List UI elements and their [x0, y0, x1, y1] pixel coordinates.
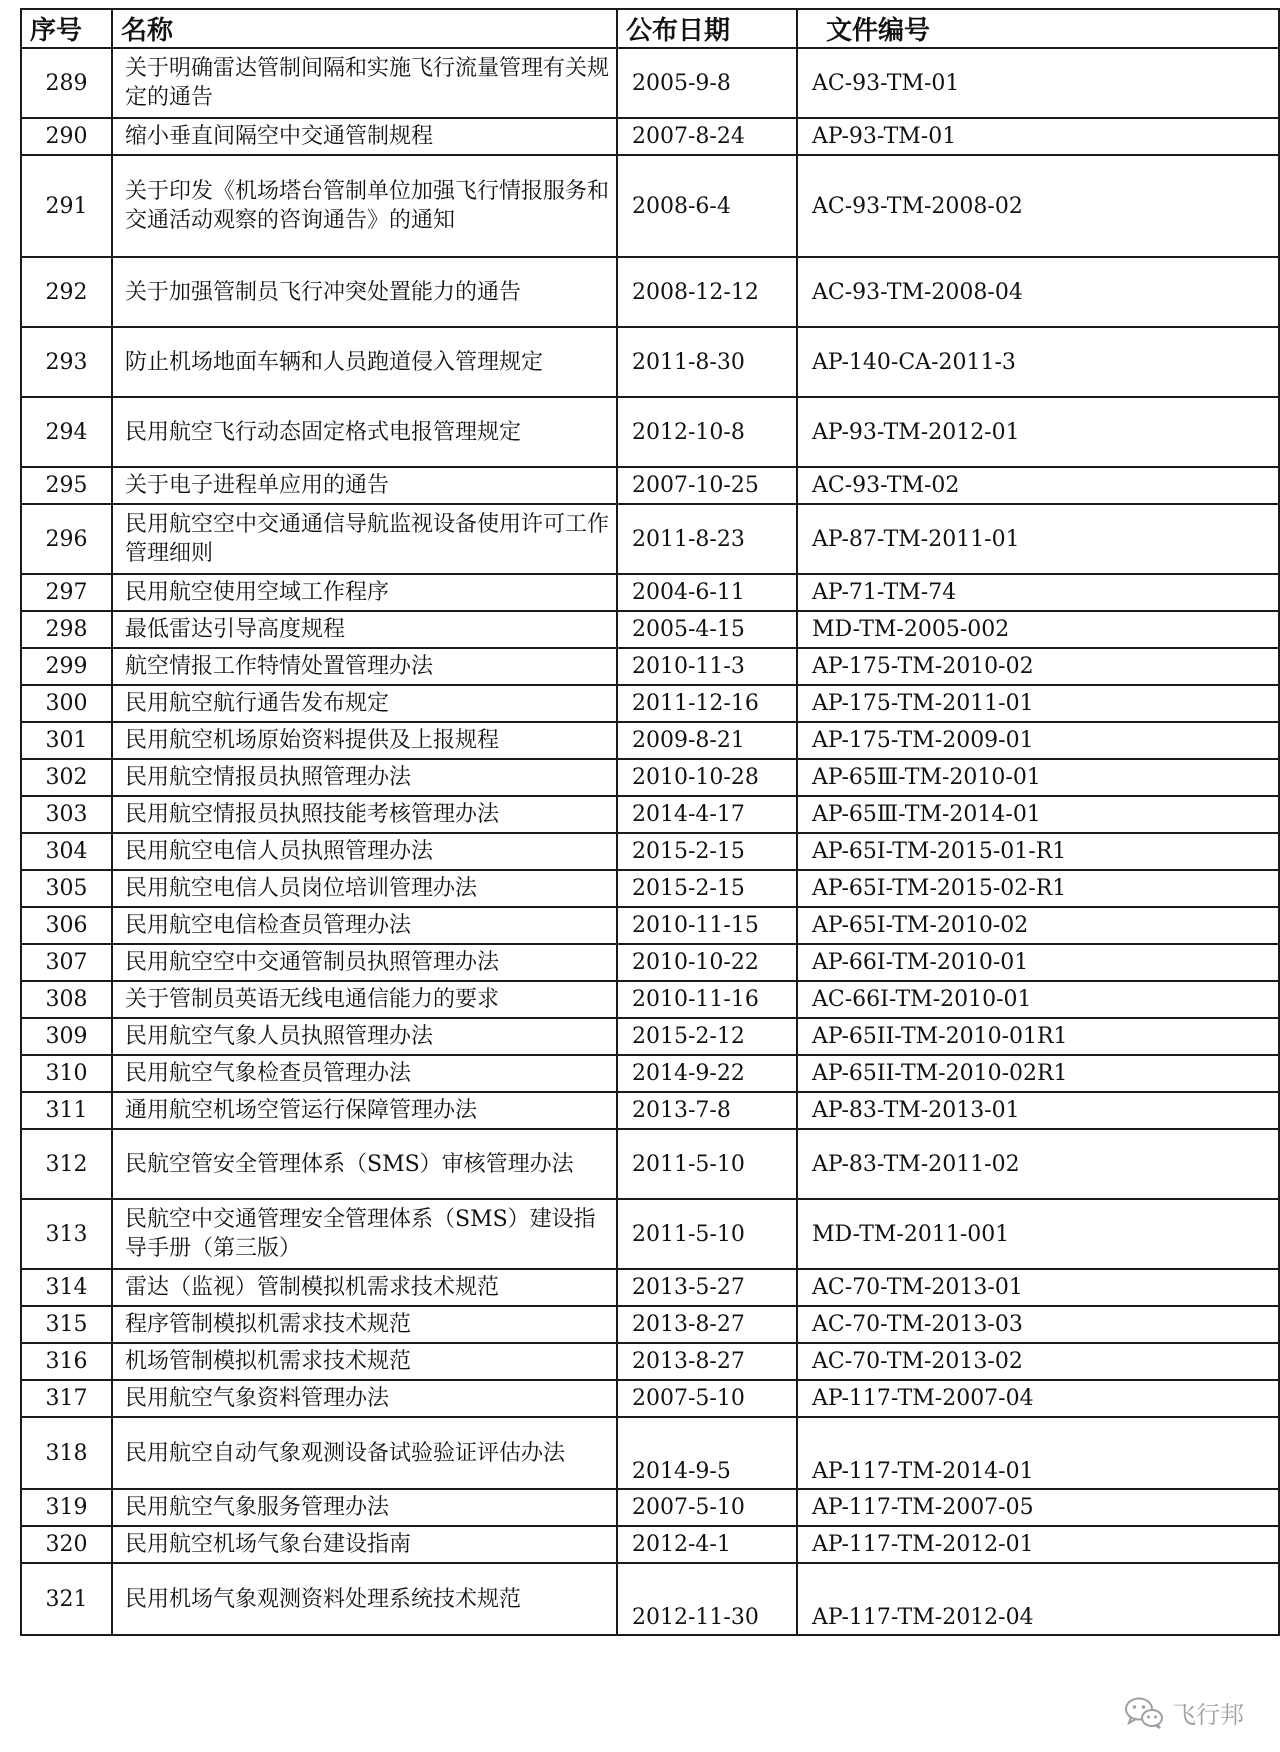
- cell-seq: 308: [21, 981, 112, 1018]
- cell-code: AP-117-TM-2007-04: [797, 1380, 1279, 1417]
- cell-seq: 292: [21, 257, 112, 327]
- cell-seq: 315: [21, 1306, 112, 1343]
- cell-name: 通用航空机场空管运行保障管理办法: [112, 1092, 617, 1129]
- cell-seq: 306: [21, 907, 112, 944]
- table-row: [21, 1269, 1279, 1306]
- header-name: 名称: [112, 9, 617, 48]
- cell-code: AP-65Ⅲ-TM-2010-01: [797, 759, 1279, 796]
- cell-date: 2015-2-12: [617, 1018, 797, 1055]
- cell-name: 民用航空电信人员执照管理办法: [112, 833, 617, 870]
- cell-date: 2014-9-22: [617, 1055, 797, 1092]
- table-row: [21, 870, 1279, 907]
- cell-code: AC-93-TM-01: [797, 48, 1279, 118]
- cell-name: 民用航空电信检查员管理办法: [112, 907, 617, 944]
- cell-code: AP-175-TM-2011-01: [797, 685, 1279, 722]
- cell-code: AP-71-TM-74: [797, 574, 1279, 611]
- cell-seq: 293: [21, 327, 112, 397]
- cell-code: AP-140-CA-2011-3: [797, 327, 1279, 397]
- cell-seq: 311: [21, 1092, 112, 1129]
- cell-name: 民用航空自动气象观测设备试验验证评估办法: [112, 1417, 617, 1489]
- cell-seq: 313: [21, 1199, 112, 1269]
- cell-name: 关于明确雷达管制间隔和实施飞行流量管理有关规定的通告: [112, 48, 617, 118]
- table-row: [21, 397, 1279, 467]
- table-row: [21, 1055, 1279, 1092]
- cell-seq: 300: [21, 685, 112, 722]
- cell-date: 2010-11-3: [617, 648, 797, 685]
- cell-code: MD-TM-2011-001: [797, 1199, 1279, 1269]
- cell-seq: 305: [21, 870, 112, 907]
- cell-date: 2012-4-1: [617, 1526, 797, 1563]
- cell-seq: 312: [21, 1129, 112, 1199]
- cell-date: 2015-2-15: [617, 870, 797, 907]
- cell-date: 2009-8-21: [617, 722, 797, 759]
- cell-seq: 307: [21, 944, 112, 981]
- cell-seq: 320: [21, 1526, 112, 1563]
- table-row: [21, 1018, 1279, 1055]
- cell-seq: 321: [21, 1563, 112, 1635]
- cell-seq: 301: [21, 722, 112, 759]
- cell-date: 2010-10-22: [617, 944, 797, 981]
- cell-name: 民用航空空中交通通信导航监视设备使用许可工作管理细则: [112, 504, 617, 574]
- table-row: [21, 981, 1279, 1018]
- cell-seq: 314: [21, 1269, 112, 1306]
- table-row: [21, 327, 1279, 397]
- cell-name: 关于印发《机场塔台管制单位加强飞行情报服务和交通活动观察的咨询通告》的通知: [112, 155, 617, 257]
- cell-name: 民用航空飞行动态固定格式电报管理规定: [112, 397, 617, 467]
- cell-seq: 299: [21, 648, 112, 685]
- cell-date: 2014-4-17: [617, 796, 797, 833]
- cell-name: 程序管制模拟机需求技术规范: [112, 1306, 617, 1343]
- watermark: [1124, 1695, 1244, 1730]
- cell-code: AP-65I-TM-2015-02-R1: [797, 870, 1279, 907]
- cell-name: 民用航空气象服务管理办法: [112, 1489, 617, 1526]
- cell-seq: 304: [21, 833, 112, 870]
- table-row: [21, 796, 1279, 833]
- cell-code: AP-117-TM-2014-01: [797, 1417, 1279, 1489]
- cell-seq: 298: [21, 611, 112, 648]
- table-row: [21, 257, 1279, 327]
- cell-name: 关于管制员英语无线电通信能力的要求: [112, 981, 617, 1018]
- cell-code: AC-70-TM-2013-03: [797, 1306, 1279, 1343]
- cell-name: 民用机场气象观测资料处理系统技术规范: [112, 1563, 617, 1635]
- cell-date: 2011-8-23: [617, 504, 797, 574]
- cell-date: 2007-5-10: [617, 1380, 797, 1417]
- cell-name: 民用航空情报员执照管理办法: [112, 759, 617, 796]
- header-seq: 序号: [21, 9, 112, 48]
- cell-code: AP-175-TM-2010-02: [797, 648, 1279, 685]
- table-row: [21, 1343, 1279, 1380]
- cell-name: 民用航空情报员执照技能考核管理办法: [112, 796, 617, 833]
- header-row: [21, 9, 1279, 48]
- cell-date: 2010-11-15: [617, 907, 797, 944]
- cell-seq: 294: [21, 397, 112, 467]
- table-row: [21, 1380, 1279, 1417]
- cell-seq: 316: [21, 1343, 112, 1380]
- cell-date: 2013-8-27: [617, 1343, 797, 1380]
- cell-date: 2011-5-10: [617, 1129, 797, 1199]
- cell-seq: 319: [21, 1489, 112, 1526]
- cell-seq: 317: [21, 1380, 112, 1417]
- cell-name: 最低雷达引导高度规程: [112, 611, 617, 648]
- table-row: [21, 1489, 1279, 1526]
- table-row: [21, 685, 1279, 722]
- cell-code: AP-66I-TM-2010-01: [797, 944, 1279, 981]
- cell-date: 2015-2-15: [617, 833, 797, 870]
- cell-code: AP-117-TM-2007-05: [797, 1489, 1279, 1526]
- cell-code: AP-65II-TM-2010-01R1: [797, 1018, 1279, 1055]
- cell-name: 关于电子进程单应用的通告: [112, 467, 617, 504]
- cell-code: AP-65I-TM-2010-02: [797, 907, 1279, 944]
- table-row: [21, 574, 1279, 611]
- cell-code: AP-93-TM-2012-01: [797, 397, 1279, 467]
- regulations-table: [20, 8, 1280, 1636]
- table-row: [21, 1199, 1279, 1269]
- cell-name: 民用航空气象资料管理办法: [112, 1380, 617, 1417]
- cell-name: 机场管制模拟机需求技术规范: [112, 1343, 617, 1380]
- cell-code: AC-93-TM-02: [797, 467, 1279, 504]
- cell-name: 民用航空空中交通管制员执照管理办法: [112, 944, 617, 981]
- cell-date: 2013-7-8: [617, 1092, 797, 1129]
- cell-date: 2013-5-27: [617, 1269, 797, 1306]
- cell-code: AC-70-TM-2013-01: [797, 1269, 1279, 1306]
- cell-date: 2014-9-5: [617, 1417, 797, 1489]
- table-row: [21, 648, 1279, 685]
- cell-code: AP-117-TM-2012-01: [797, 1526, 1279, 1563]
- cell-code: AP-83-TM-2013-01: [797, 1092, 1279, 1129]
- cell-date: 2012-10-8: [617, 397, 797, 467]
- table-row: [21, 759, 1279, 796]
- cell-code: AP-83-TM-2011-02: [797, 1129, 1279, 1199]
- cell-name: 民用航空航行通告发布规定: [112, 685, 617, 722]
- table-row: [21, 722, 1279, 759]
- table-row: [21, 48, 1279, 118]
- table-row: [21, 118, 1279, 155]
- cell-name: 防止机场地面车辆和人员跑道侵入管理规定: [112, 327, 617, 397]
- table-row: [21, 944, 1279, 981]
- table-row: [21, 1129, 1279, 1199]
- cell-date: 2010-11-16: [617, 981, 797, 1018]
- cell-seq: 309: [21, 1018, 112, 1055]
- cell-name: 雷达（监视）管制模拟机需求技术规范: [112, 1269, 617, 1306]
- table-row: [21, 155, 1279, 257]
- cell-code: AP-65II-TM-2010-02R1: [797, 1055, 1279, 1092]
- table-row: [21, 1092, 1279, 1129]
- header-date: 公布日期: [617, 9, 797, 48]
- cell-seq: 291: [21, 155, 112, 257]
- table-row: [21, 611, 1279, 648]
- cell-code: AP-175-TM-2009-01: [797, 722, 1279, 759]
- cell-name: 缩小垂直间隔空中交通管制规程: [112, 118, 617, 155]
- cell-code: AC-66I-TM-2010-01: [797, 981, 1279, 1018]
- cell-date: 2010-10-28: [617, 759, 797, 796]
- cell-date: 2011-8-30: [617, 327, 797, 397]
- cell-seq: 303: [21, 796, 112, 833]
- cell-date: 2013-8-27: [617, 1306, 797, 1343]
- cell-name: 民用航空气象人员执照管理办法: [112, 1018, 617, 1055]
- table-row: [21, 467, 1279, 504]
- cell-date: 2008-6-4: [617, 155, 797, 257]
- wechat-icon: [1124, 1696, 1164, 1730]
- cell-date: 2012-11-30: [617, 1563, 797, 1635]
- table-row: [21, 1526, 1279, 1563]
- cell-name: 关于加强管制员飞行冲突处置能力的通告: [112, 257, 617, 327]
- cell-date: 2011-5-10: [617, 1199, 797, 1269]
- table-header: [21, 9, 1279, 48]
- cell-code: AP-65Ⅲ-TM-2014-01: [797, 796, 1279, 833]
- cell-name: 民航空管安全管理体系（SMS）审核管理办法: [112, 1129, 617, 1199]
- cell-seq: 289: [21, 48, 112, 118]
- table-row: [21, 907, 1279, 944]
- cell-seq: 297: [21, 574, 112, 611]
- cell-name: 民用航空机场气象台建设指南: [112, 1526, 617, 1563]
- cell-name: 民航空中交通管理安全管理体系（SMS）建设指导手册（第三版）: [112, 1199, 617, 1269]
- cell-name: 民用航空电信人员岗位培训管理办法: [112, 870, 617, 907]
- cell-code: AC-93-TM-2008-04: [797, 257, 1279, 327]
- cell-code: MD-TM-2005-002: [797, 611, 1279, 648]
- cell-seq: 310: [21, 1055, 112, 1092]
- cell-date: 2005-9-8: [617, 48, 797, 118]
- cell-seq: 302: [21, 759, 112, 796]
- cell-date: 2007-8-24: [617, 118, 797, 155]
- cell-date: 2004-6-11: [617, 574, 797, 611]
- table-row: [21, 1417, 1279, 1489]
- cell-date: 2005-4-15: [617, 611, 797, 648]
- cell-code: AP-93-TM-01: [797, 118, 1279, 155]
- cell-date: 2011-12-16: [617, 685, 797, 722]
- table-row: [21, 1563, 1279, 1635]
- cell-code: AP-87-TM-2011-01: [797, 504, 1279, 574]
- cell-date: 2008-12-12: [617, 257, 797, 327]
- cell-name: 民用航空气象检查员管理办法: [112, 1055, 617, 1092]
- table-row: [21, 504, 1279, 574]
- cell-code: AC-70-TM-2013-02: [797, 1343, 1279, 1380]
- watermark-text: 飞行邦: [1172, 1701, 1244, 1729]
- cell-name: 航空情报工作特情处置管理办法: [112, 648, 617, 685]
- table-row: [21, 1306, 1279, 1343]
- table-body: [21, 48, 1279, 1635]
- cell-date: 2007-10-25: [617, 467, 797, 504]
- cell-name: 民用航空使用空域工作程序: [112, 574, 617, 611]
- cell-code: AC-93-TM-2008-02: [797, 155, 1279, 257]
- table-row: [21, 833, 1279, 870]
- cell-code: AP-117-TM-2012-04: [797, 1563, 1279, 1635]
- cell-date: 2007-5-10: [617, 1489, 797, 1526]
- cell-seq: 296: [21, 504, 112, 574]
- cell-name: 民用航空机场原始资料提供及上报规程: [112, 722, 617, 759]
- cell-seq: 295: [21, 467, 112, 504]
- header-code: 文件编号: [797, 9, 1279, 48]
- cell-seq: 318: [21, 1417, 112, 1489]
- cell-seq: 290: [21, 118, 112, 155]
- cell-code: AP-65I-TM-2015-01-R1: [797, 833, 1279, 870]
